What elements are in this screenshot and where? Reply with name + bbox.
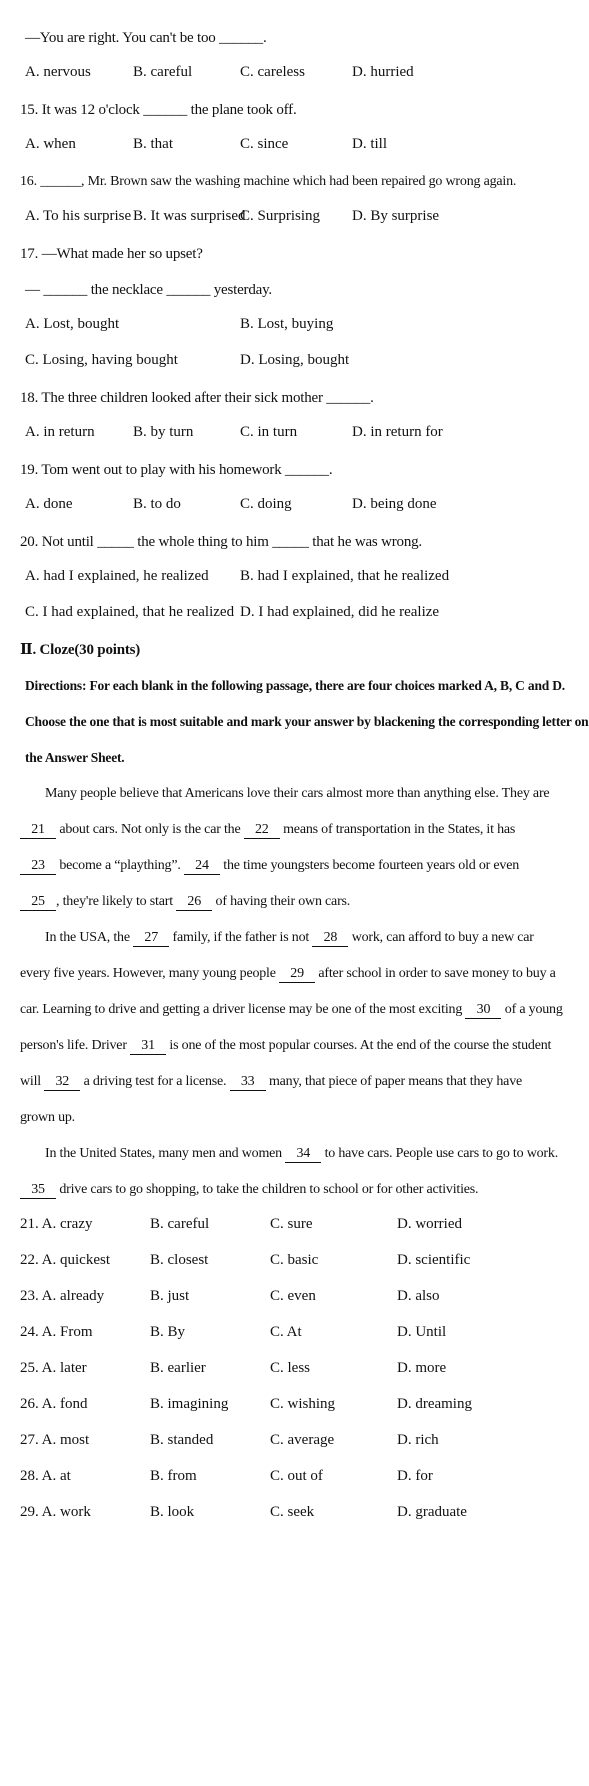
q14-option-b: B. careful: [133, 64, 193, 80]
answer-23-a: 23. A. already: [20, 1288, 105, 1304]
answer-row-28: [0, 1468, 540, 1488]
passage-text: every five years. However, many young people: [20, 966, 276, 981]
q17-stem: 17. —What made her so upset?: [20, 246, 203, 262]
q17-reply: — ______ the necklace ______ yesterday.: [25, 282, 272, 298]
answer-26-b: B. imagining: [150, 1396, 229, 1412]
passage-text: means of transportation in the States, it has: [283, 822, 516, 837]
q17-options-row1: [0, 316, 540, 336]
q19-option-c: C. doing: [240, 496, 292, 512]
q20-options-row2: [0, 604, 540, 624]
q14-option-c: C. careless: [240, 64, 305, 80]
answer-24-a: 24. A. From: [20, 1324, 93, 1340]
q14-option-d: D. hurried: [352, 64, 414, 80]
answer-26-c: C. wishing: [270, 1396, 336, 1412]
q20-option-b: B. had I explained, that he realized: [240, 568, 450, 584]
q17-option-d: D. Losing, bought: [240, 352, 350, 368]
blank-25: 25: [20, 894, 56, 911]
answer-22-c: C. basic: [270, 1252, 319, 1268]
passage-text: become a “plaything”.: [59, 858, 181, 873]
answer-27-d: D. rich: [397, 1432, 439, 1448]
passage-text: family, if the father is not: [172, 930, 310, 945]
q19-option-a: A. done: [25, 496, 73, 512]
q15-option-b: B. that: [133, 136, 173, 152]
q14-stem: —You are right. You can't be too ______.: [25, 30, 267, 46]
passage-text: In the USA, the: [45, 930, 130, 945]
passage-text: person's life. Driver: [20, 1038, 127, 1053]
answer-row-22: [0, 1252, 540, 1272]
answer-28-a: 28. A. at: [20, 1468, 71, 1484]
answer-25-b: B. earlier: [150, 1360, 206, 1376]
passage-p1-line1: Many people believe that Americans love their cars almost more than anything else. They are: [45, 786, 550, 801]
q15-option-d: D. till: [352, 136, 388, 152]
passage-p2-line3: [20, 1000, 563, 1020]
q17-options-row2: [0, 352, 540, 372]
passage-text: after school in order to save money to buy a: [318, 966, 556, 981]
q19-stem: 19. Tom went out to play with his homework ______.: [20, 462, 333, 478]
passage-p2-line1: [45, 928, 534, 948]
passage-p2-line4: [20, 1036, 552, 1056]
passage-p2-line5: [20, 1072, 528, 1092]
blank-31: 31: [130, 1038, 166, 1055]
answer-28-b: B. from: [150, 1468, 197, 1484]
answer-29-b: B. look: [150, 1504, 195, 1520]
answer-21-b: B. careful: [150, 1216, 210, 1232]
blank-32: 32: [44, 1074, 80, 1091]
passage-text: is one of the most popular courses. At the end of the course the student: [169, 1038, 552, 1053]
answer-21-d: D. worried: [397, 1216, 462, 1232]
q18-option-b: B. by turn: [133, 424, 194, 440]
answer-26-a: 26. A. fond: [20, 1396, 88, 1412]
q20-option-d: D. I had explained, did he realize: [240, 604, 440, 620]
blank-29: 29: [279, 966, 315, 983]
answer-29-d: D. graduate: [397, 1504, 467, 1520]
answer-row-26: [0, 1396, 540, 1416]
q15-option-a: A. when: [25, 136, 76, 152]
answer-27-b: B. standed: [150, 1432, 214, 1448]
blank-33: 33: [230, 1074, 266, 1091]
answer-29-c: C. seek: [270, 1504, 315, 1520]
q18-option-a: A. in return: [25, 424, 95, 440]
blank-24: 24: [184, 858, 220, 875]
q16-option-c: C. Surprising: [240, 208, 321, 224]
section-heading: Ⅱ. Cloze(30 points): [20, 642, 141, 658]
q17-option-b: B. Lost, buying: [240, 316, 334, 332]
q20-stem: 20. Not until _____ the whole thing to him _____ that he was wrong.: [20, 534, 422, 550]
q15-stem: 15. It was 12 o'clock ______ the plane took off.: [20, 102, 297, 118]
answer-26-d: D. dreaming: [397, 1396, 472, 1412]
q20-option-a: A. had I explained, he realized: [25, 568, 209, 584]
q18-stem: 18. The three children looked after their sick mother ______.: [20, 390, 374, 406]
answer-22-d: D. scientific: [397, 1252, 471, 1268]
answer-row-27: [0, 1432, 540, 1452]
answer-24-c: C. At: [270, 1324, 302, 1340]
q19-option-b: B. to do: [133, 496, 181, 512]
passage-text: work, can afford to buy a new car: [351, 930, 534, 945]
section-directions-3: the Answer Sheet.: [25, 750, 125, 765]
passage-text: a driving test for a license.: [83, 1074, 227, 1089]
blank-27: 27: [133, 930, 169, 947]
passage-p3-line1: [45, 1144, 558, 1164]
answer-23-c: C. even: [270, 1288, 316, 1304]
blank-22: 22: [244, 822, 280, 839]
blank-26: 26: [176, 894, 212, 911]
q20-option-c: C. I had explained, that he realized: [25, 604, 235, 620]
answer-24-d: D. Until: [397, 1324, 447, 1340]
passage-text: to have cars. People use cars to go to work.: [324, 1146, 558, 1161]
blank-35: 35: [20, 1182, 56, 1199]
answer-22-b: B. closest: [150, 1252, 209, 1268]
answer-29-a: 29. A. work: [20, 1504, 91, 1520]
q20-options-row1: [0, 568, 540, 588]
q19-options: [0, 496, 540, 516]
passage-text: many, that piece of paper means that they have: [268, 1074, 523, 1089]
passage-p2-line2: [20, 964, 556, 984]
answer-25-d: D. more: [397, 1360, 447, 1376]
answer-row-21: [0, 1216, 540, 1236]
answer-row-24: [0, 1324, 540, 1344]
blank-21: 21: [20, 822, 56, 839]
answer-27-a: 27. A. most: [20, 1432, 90, 1448]
passage-p3-line2: [20, 1180, 528, 1200]
answer-row-25: [0, 1360, 540, 1380]
answer-22-a: 22. A. quickest: [20, 1252, 110, 1268]
answer-25-c: C. less: [270, 1360, 311, 1376]
q18-option-d: D. in return for: [352, 424, 443, 440]
section-directions-1: Directions: For each blank in the following passage, there are four choices marked A, B, C and D.: [25, 678, 565, 693]
q14-option-a: A. nervous: [25, 64, 91, 80]
answer-row-29: [0, 1504, 540, 1524]
passage-text: , they're likely to start: [56, 894, 173, 909]
q15-options: [0, 136, 540, 156]
answer-21-c: C. sure: [270, 1216, 313, 1232]
passage-p1-line3: [20, 856, 528, 876]
blank-28: 28: [312, 930, 348, 947]
q15-option-c: C. since: [240, 136, 289, 152]
answer-25-a: 25. A. later: [20, 1360, 87, 1376]
answer-28-d: D. for: [397, 1468, 433, 1484]
q14-options: [0, 64, 540, 84]
q17-option-c: C. Losing, having bought: [25, 352, 178, 368]
answer-27-c: C. average: [270, 1432, 335, 1448]
answer-21-a: 21. A. crazy: [20, 1216, 93, 1232]
passage-text: the time youngsters become fourteen years old or even: [223, 858, 520, 873]
q16-option-b: B. It was surprised: [133, 208, 246, 224]
passage-text: car. Learning to drive and getting a driver license may be one of the most exciting: [20, 1002, 463, 1017]
q16-options: [0, 208, 540, 228]
blank-34: 34: [285, 1146, 321, 1163]
section-directions-2: Choose the one that is most suitable and mark your answer by blackening the corresponding letter on: [25, 714, 589, 729]
passage-text: In the United States, many men and women: [45, 1146, 282, 1161]
passage-text: of a young: [504, 1002, 563, 1017]
passage-text: of having their own cars.: [215, 894, 351, 909]
answer-23-d: D. also: [397, 1288, 440, 1304]
answer-23-b: B. just: [150, 1288, 190, 1304]
answer-row-23: [0, 1288, 540, 1308]
q18-option-c: C. in turn: [240, 424, 298, 440]
passage-p1-line2: [20, 820, 528, 840]
q17-option-a: A. Lost, bought: [25, 316, 120, 332]
q16-option-d: D. By surprise: [352, 208, 440, 224]
answer-28-c: C. out of: [270, 1468, 323, 1484]
answer-24-b: B. By: [150, 1324, 186, 1340]
q19-option-d: D. being done: [352, 496, 437, 512]
q18-options: [0, 424, 540, 444]
passage-text: will: [20, 1074, 41, 1089]
passage-text: about cars. Not only is the car the: [59, 822, 241, 837]
passage-text: drive cars to go shopping, to take the children to school or for other activities.: [59, 1182, 479, 1197]
q16-option-a: A. To his surprise: [25, 208, 132, 224]
passage-p1-line4: [20, 892, 528, 912]
q16-stem: 16. ______, Mr. Brown saw the washing machine which had been repaired go wrong again.: [20, 174, 517, 189]
blank-23: 23: [20, 858, 56, 875]
blank-30: 30: [465, 1002, 501, 1019]
passage-p2-line6: grown up.: [20, 1110, 75, 1125]
